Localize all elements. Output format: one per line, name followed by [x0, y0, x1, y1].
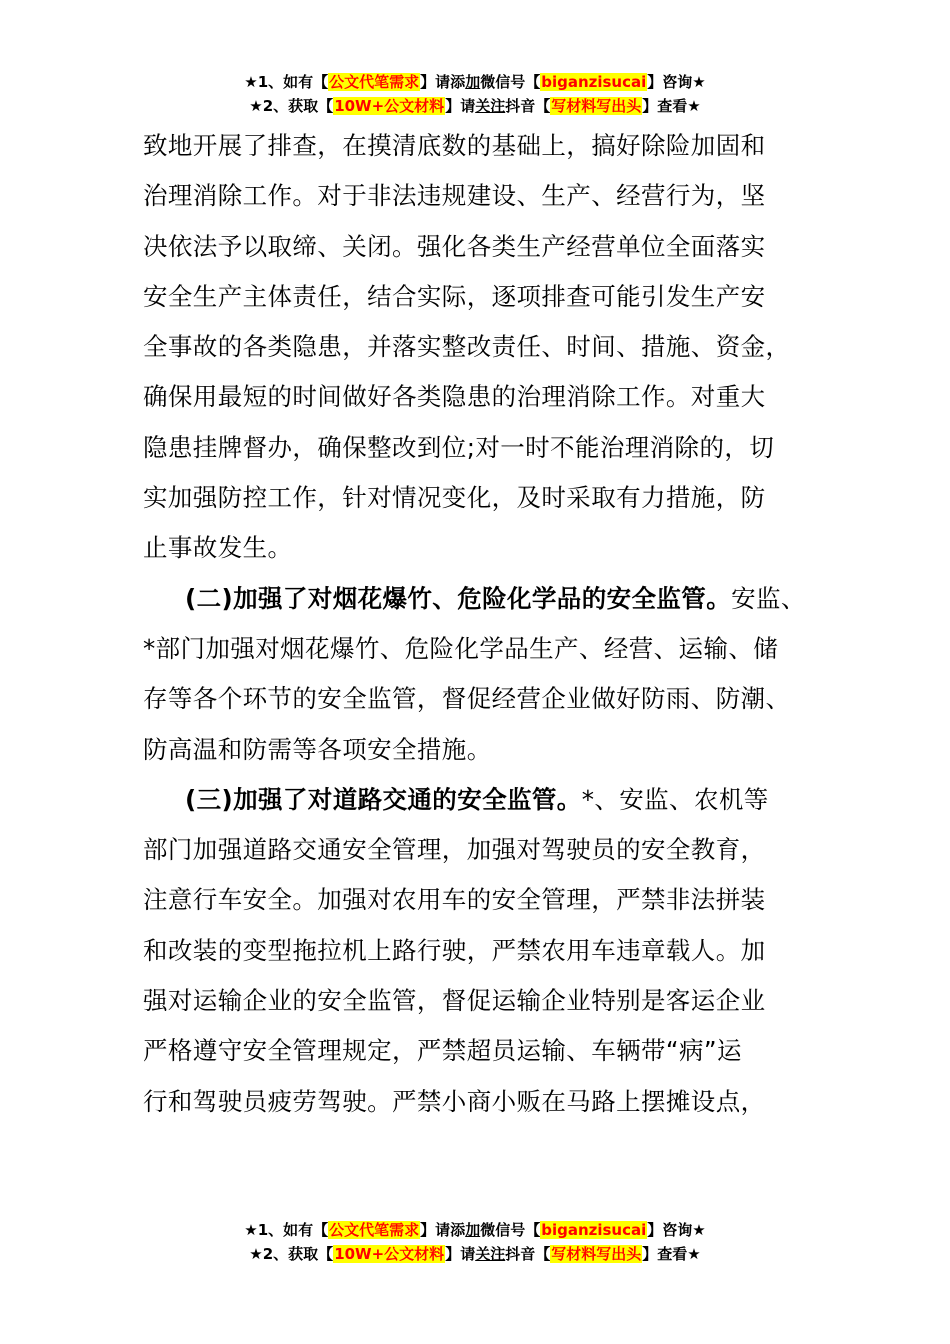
- section-3-first-line: (三)加强了对道路交通的安全监管。*、安监、农机等: [185, 784, 769, 814]
- document-body: [143, 121, 823, 1127]
- highlight-wechat-id: biganzisucai: [541, 73, 647, 91]
- body-line: 防高温和防需等各项安全措施。: [143, 734, 492, 764]
- body-line: 严格遵守安全管理规定，严禁超员运输、车辆带“病”运: [143, 1036, 742, 1066]
- footer-banner: [0, 1218, 950, 1266]
- banner-line-1: ★1、如有【公文代笔需求】请添加微信号【biganzisucai】咨询★: [244, 73, 706, 91]
- highlight-wechat-id: biganzisucai: [541, 1221, 647, 1239]
- highlight-materials: 10W+公文材料: [334, 97, 445, 115]
- section-2-first-line: (二)加强了对烟花爆竹、危险化学品的安全监管。安监、: [185, 583, 806, 613]
- highlight-service: 公文代笔需求: [329, 1221, 420, 1239]
- body-line: 致地开展了排查，在摸清底数的基础上，搞好除险加固和: [143, 131, 766, 160]
- body-line: 实加强防控工作，针对情况变化，及时采取有力措施，防: [143, 483, 766, 513]
- banner-line-2: ★2、获取【10W+公文材料】请关注抖音【写材料写出头】查看★: [249, 97, 701, 115]
- body-line: 部门加强道路交通安全管理，加强对驾驶员的安全教育，: [143, 835, 766, 865]
- body-line: 治理消除工作。对于非法违规建设、生产、经营行为，坚: [143, 181, 766, 211]
- banner-line-1: ★1、如有【公文代笔需求】请添加微信号【biganzisucai】咨询★: [244, 1221, 706, 1239]
- body-line: 安全生产主体责任，结合实际，逐项排查可能引发生产安: [143, 281, 766, 311]
- body-line: 确保用最短的时间做好各类隐患的治理消除工作。对重大: [143, 382, 766, 412]
- section-3-heading: (三)加强了对道路交通的安全监管。: [185, 784, 582, 814]
- body-line: 隐患挂牌督办，确保整改到位;对一时不能治理消除的，切: [143, 432, 775, 462]
- body-line: 注意行车安全。加强对农用车的安全管理，严禁非法拼装: [143, 885, 766, 915]
- highlight-materials: 10W+公文材料: [334, 1245, 445, 1263]
- body-line: 全事故的各类隐患，并落实整改责任、时间、措施、资金，: [143, 332, 791, 362]
- header-banner: [0, 70, 950, 118]
- highlight-service: 公文代笔需求: [329, 73, 420, 91]
- body-line: 止事故发生。: [143, 533, 293, 563]
- body-line: 存等各个环节的安全监管，督促经营企业做好防雨、防潮、: [143, 684, 791, 714]
- body-line: 强对运输企业的安全监管，督促运输企业特别是客运企业: [143, 986, 766, 1016]
- section-2-heading: (二)加强了对烟花爆竹、危险化学品的安全监管。: [185, 583, 732, 613]
- banner-line-2: ★2、获取【10W+公文材料】请关注抖音【写材料写出头】查看★: [249, 1245, 701, 1263]
- body-line: 和改装的变型拖拉机上路行驶，严禁农用车违章载人。加: [143, 935, 766, 965]
- body-line: *部门加强对烟花爆竹、危险化学品生产、经营、运输、储: [143, 633, 779, 663]
- highlight-douyin: 写材料写出头: [551, 97, 642, 115]
- highlight-douyin: 写材料写出头: [551, 1245, 642, 1263]
- body-line: 决依法予以取缔、关闭。强化各类生产经营单位全面落实: [143, 231, 766, 261]
- body-line: 行和驾驶员疲劳驾驶。严禁小商小贩在马路上摆摊设点，: [143, 1086, 766, 1116]
